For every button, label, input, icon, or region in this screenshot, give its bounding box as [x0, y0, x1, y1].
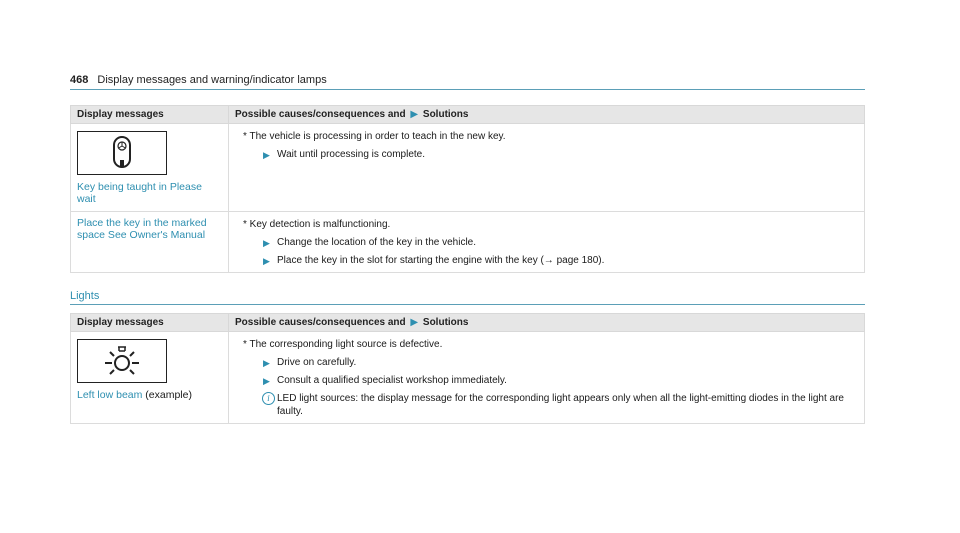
key-fob-icon — [77, 131, 167, 175]
header-solutions-label: Solutions — [422, 109, 469, 120]
cause-text: * Key detection is malfunctioning. — [243, 219, 391, 230]
solution-arrow-icon: ▶ — [263, 238, 270, 248]
header-solutions-label: Solutions — [422, 317, 469, 328]
lights-messages-table — [70, 313, 865, 424]
message-text: Place the key in the marked space See Owner's Manual — [77, 217, 207, 241]
table-header-row — [71, 106, 865, 124]
header-display-messages: Display messages — [71, 106, 229, 124]
message-suffix: (example) — [145, 389, 192, 401]
message-text: Key being taught in Please wait — [77, 181, 202, 205]
display-message-cell — [71, 332, 229, 424]
cause-cell — [229, 124, 865, 212]
solution-arrow-icon: ▶ — [263, 376, 270, 386]
note-text: LED light sources: the display message for the corresponding light appears only when all the light-emitting diodes in the light are faulty. — [277, 393, 844, 417]
table-row — [71, 212, 865, 273]
section-title: Lights — [70, 290, 865, 305]
header-causes-solutions — [229, 314, 865, 332]
display-message-cell — [71, 124, 229, 212]
header-causes-solutions — [229, 106, 865, 124]
cause-cell — [229, 332, 865, 424]
cause-text: * The corresponding light source is defective. — [243, 339, 443, 350]
message-line — [77, 389, 222, 401]
info-icon: i — [262, 392, 275, 405]
cause-text: * The vehicle is processing in order to teach in the new key. — [243, 131, 506, 142]
page-header — [70, 74, 865, 90]
solution-text: Consult a qualified specialist workshop immediately. — [277, 375, 507, 386]
note-item — [235, 392, 858, 418]
table-row — [71, 332, 865, 424]
display-message-cell — [71, 212, 229, 273]
header-causes-label: Possible causes/consequences and — [235, 109, 406, 120]
solution-text: Drive on carefully. — [277, 357, 357, 368]
solution-text: Change the location of the key in the vehicle. — [277, 237, 477, 248]
key-messages-table — [70, 105, 865, 273]
solution-item — [235, 254, 858, 267]
header-causes-label: Possible causes/consequences and — [235, 317, 406, 328]
solution-text: Wait until processing is complete. — [277, 149, 426, 160]
page-number: 468 — [70, 74, 89, 86]
solution-arrow-icon: ▶ — [263, 358, 270, 368]
solution-arrow-icon: ▶ — [263, 256, 270, 266]
page-header-title: Display messages and warning/indicator lamps — [97, 74, 327, 86]
solution-arrow-icon: ▶ — [263, 150, 270, 160]
header-display-messages: Display messages — [71, 314, 229, 332]
solution-arrow-icon: ▶ — [410, 109, 419, 120]
solution-item — [235, 236, 858, 249]
solution-item — [235, 356, 858, 369]
table-row — [71, 124, 865, 212]
solution-arrow-icon: ▶ — [410, 317, 419, 328]
message-text: Left low beam — [77, 389, 143, 401]
solution-item — [235, 374, 858, 387]
table-header-row — [71, 314, 865, 332]
light-bulb-fault-icon — [77, 339, 167, 383]
solution-item — [235, 148, 858, 161]
cause-cell — [229, 212, 865, 273]
solution-text: Place the key in the slot for starting the engine with the key (→ page 180). — [277, 255, 605, 266]
